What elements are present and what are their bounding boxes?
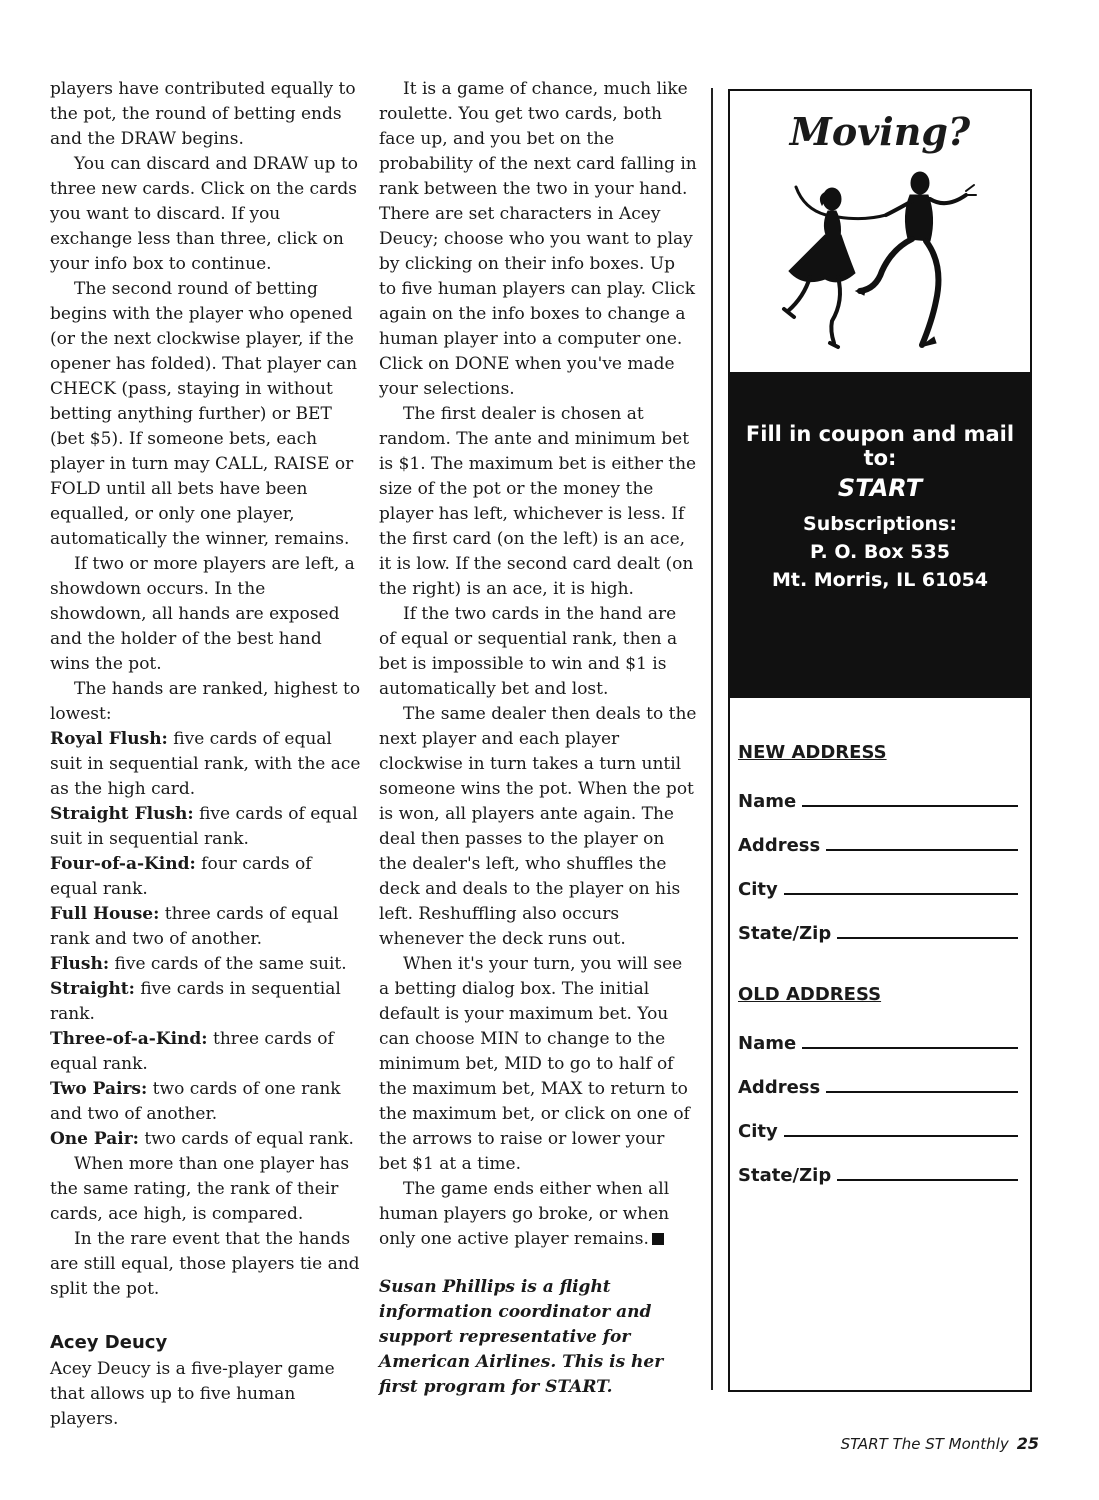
paragraph: It is a game of chance, much like roulette. You get two cards, both face up, and you bet on the probability of the next card falling in rank between the two in your hand. There are set characters in Acey Deucy; choose who you want to play by clicking on their info boxes. Up to five human players can play. Click again on the info boxes to change a human player into a computer one. Click on DONE when you've made your selections. (379, 79, 697, 399)
column-divider (711, 88, 713, 1390)
hand-desc: five cards of the same suit. (109, 954, 347, 974)
state-zip-field[interactable] (738, 918, 1018, 944)
blank-line[interactable] (837, 937, 1018, 939)
hand-desc: five cards of equal suit in sequential rank, with the ace as the high card. (50, 729, 361, 799)
state-zip-field[interactable] (738, 1160, 1018, 1186)
paragraph: If the two cards in the hand are of equal or sequential rank, then a bet is impossible to win and $1 is automatically bet and lost. (379, 604, 678, 699)
new-address-heading: NEW ADDRESS (738, 742, 887, 763)
moving-coupon (728, 89, 1032, 1392)
paragraph: When more than one player has the same rating, the rank of their cards, ace high, is compared. (50, 1154, 350, 1224)
mailing-address (730, 510, 1030, 594)
hand-term: Straight Flush: (50, 804, 194, 824)
hand-term: Full House: (50, 904, 160, 924)
blank-line[interactable] (802, 1047, 1018, 1049)
field-label: Name (738, 791, 797, 812)
blank-line[interactable] (837, 1179, 1018, 1181)
page-footer (841, 1434, 1039, 1453)
coupon-title: Moving? (789, 109, 971, 154)
field-label: State/Zip (738, 923, 832, 944)
author-bio: Susan Phillips is a flight information coordinator and support representative for American Airlines. This is her first program for START. (379, 1277, 664, 1397)
blank-line[interactable] (826, 1091, 1018, 1093)
blank-line[interactable] (802, 805, 1018, 807)
field-label: City (738, 1121, 778, 1142)
end-mark-icon (652, 1233, 664, 1245)
old-address-heading: OLD ADDRESS (738, 984, 882, 1005)
paragraph (379, 1177, 697, 1252)
field-label: Address (738, 835, 821, 856)
hand-desc: two cards of equal rank. (138, 1129, 354, 1149)
address-field[interactable] (738, 830, 1018, 856)
hand-term: Flush: (50, 954, 110, 974)
article-column-1 (50, 77, 362, 1432)
paragraph: The second round of betting begins with the player who opened (or the next clockwise player, if the opener has folded). That player can CHECK (pass, staying in without betting anything further) or BET (bet $5). If someone bets, each player in turn may CALL, RAISE or FOLD until all bets have been equalled, or only one player, automatically the winner, remains. (50, 279, 358, 549)
address-field[interactable] (738, 1072, 1018, 1098)
name-field[interactable] (738, 786, 1018, 812)
field-label: State/Zip (738, 1165, 832, 1186)
paragraph: If two or more players are left, a showdown occurs. In the showdown, all hands are exposed and the holder of the best hand wins the pot. (50, 554, 355, 674)
page-number: 25 (1016, 1434, 1039, 1453)
address-line: P. O. Box 535 (810, 541, 950, 563)
city-field[interactable] (738, 874, 1018, 900)
hand-desc: five cards of equal suit in sequential rank. (50, 804, 358, 849)
hand-term: Straight: (50, 979, 135, 999)
hand-desc: two cards of one rank and two of another. (50, 1079, 341, 1124)
hand-desc: five cards in sequential rank. (50, 979, 341, 1024)
blank-line[interactable] (826, 849, 1018, 851)
hand-term: Four-of-a-Kind: (50, 854, 196, 874)
hand-rank-item (50, 952, 362, 977)
mailing-address-panel (730, 372, 1030, 698)
hand-rank-item (50, 902, 362, 952)
hand-term: Two Pairs: (50, 1079, 148, 1099)
paragraph: The same dealer then deals to the next player and each player clockwise in turn takes a turn until someone wins the pot. When the pot is won, all players ante again. The deal then passes to the player on the dealer's left, who shuffles the deck and deals to the player on his left. Reshuffling also occurs whenever the deck runs out. (379, 704, 697, 949)
hand-desc: three cards of equal rank and two of another. (50, 904, 339, 949)
paragraph: Acey Deucy is a five-player game that allows up to five human players. (50, 1359, 335, 1429)
new-address-form (738, 742, 1018, 962)
hand-rank-item (50, 977, 362, 1027)
hand-term: Three-of-a-Kind: (50, 1029, 208, 1049)
hand-rank-item (50, 1027, 362, 1077)
article-column-2 (379, 77, 697, 1400)
old-address-form (738, 984, 1018, 1204)
paragraph: The hands are ranked, highest to lowest: (50, 679, 361, 724)
hand-rank-item (50, 802, 362, 852)
field-label: City (738, 879, 778, 900)
paragraph: When it's your turn, you will see a betting dialog box. The initial default is your maximum bet. You can choose MIN to change to the minimum bet, MID to go to half of the maximum bet, MAX to return to the maximum bet, or click on one of the arrows to raise or lower your bet $1 at a time. (379, 954, 690, 1174)
blank-line[interactable] (784, 893, 1018, 895)
paragraph: In the rare event that the hands are still equal, those players tie and split the pot. (50, 1229, 360, 1299)
dancers-illustration-icon (770, 161, 990, 366)
paragraph: The first dealer is chosen at random. The ante and minimum bet is $1. The maximum bet is either the size of the pot or the money the player has left, whichever is less. If the first card (on the left) is an ace, it is low. If the second card dealt (on the right) is an ace, it is high. (379, 404, 697, 599)
publication-name: START The ST Monthly (840, 1435, 1009, 1453)
hand-term: Royal Flush: (50, 729, 168, 749)
hand-desc: four cards of equal rank. (50, 854, 312, 899)
name-field[interactable] (738, 1028, 1018, 1054)
section-heading: Acey Deucy (50, 1332, 168, 1353)
blank-line[interactable] (784, 1135, 1018, 1137)
hand-rank-item (50, 727, 362, 802)
hand-rank-item (50, 1127, 362, 1152)
address-line: Subscriptions: (803, 513, 957, 535)
hand-rank-item (50, 1077, 362, 1127)
last-paragraph-text: The game ends either when all human players go broke, or when only one active player remains. (379, 1179, 670, 1249)
address-line: Mt. Morris, IL 61054 (771, 569, 989, 591)
paragraph: players have contributed equally to the pot, the round of betting ends and the DRAW begins. (50, 79, 356, 149)
hand-term: One Pair: (50, 1129, 139, 1149)
magazine-name: START (837, 474, 923, 502)
paragraph: You can discard and DRAW up to three new cards. Click on the cards you want to discard. If you exchange less than three, click on your info box to continue. (50, 154, 359, 274)
hand-rank-item (50, 852, 362, 902)
field-label: Address (738, 1077, 821, 1098)
city-field[interactable] (738, 1116, 1018, 1142)
field-label: Name (738, 1033, 797, 1054)
hand-desc: three cards of equal rank. (50, 1029, 334, 1074)
coupon-instruction: Fill in coupon and mail to: (745, 422, 1015, 470)
